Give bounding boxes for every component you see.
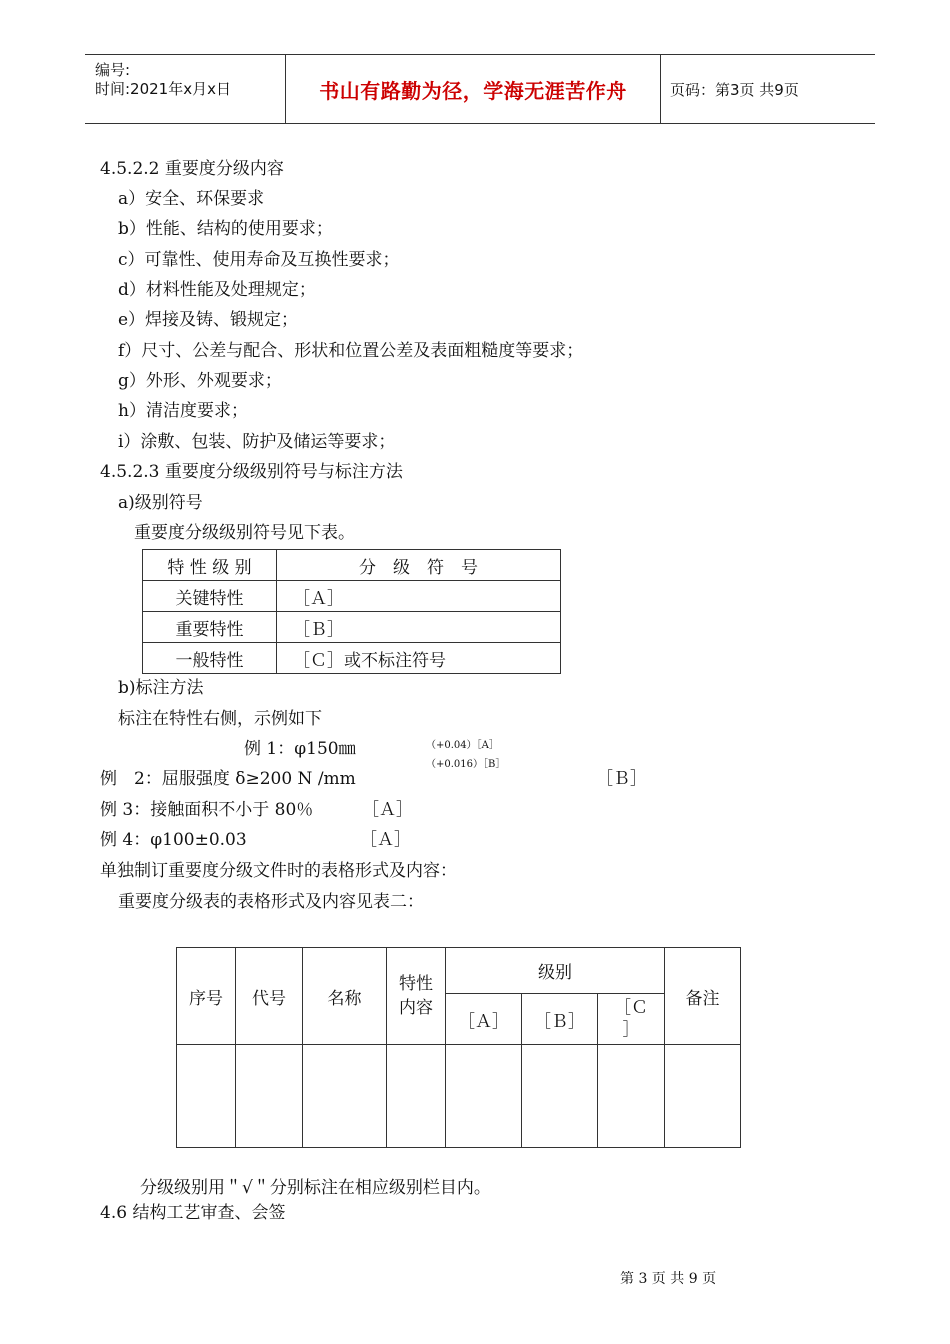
list-item: c）可靠性、使用寿命及互换性要求；: [118, 250, 400, 270]
table-cell: [522, 1045, 598, 1148]
footnote-text: 分级级别用＂√＂分别标注在相应级别栏目内。: [140, 1178, 491, 1198]
sub-b-text: 标注在特性右侧，示例如下: [118, 709, 322, 729]
header-motto-cell: [285, 55, 661, 123]
table-cell: ［Ｃ］或不标注符号: [277, 643, 561, 674]
header-level-c-line2: ］: [622, 1020, 640, 1040]
header-right-cell: [660, 55, 875, 123]
header-characteristic: [387, 948, 446, 1045]
example-2: 例 2：屈服强度 δ≥200 N /mm: [100, 769, 356, 789]
table-cell: 关键特性: [143, 581, 277, 612]
section-4523-title: 4.5.2.3 重要度分级级别符号与标注方法: [100, 462, 403, 482]
header-name: 名称: [303, 948, 387, 1045]
list-item: d）材料性能及处理规定；: [118, 280, 316, 300]
table-cell: 一般特性: [143, 643, 277, 674]
header-left-cell: [85, 55, 285, 123]
header-level-a: ［Ａ］: [446, 994, 522, 1045]
level-symbol-table: [142, 549, 561, 674]
table-cell: [665, 1045, 741, 1148]
table-row: [177, 1045, 741, 1148]
example-3: 例 3：接触面积不小于 80％: [100, 800, 314, 820]
separate-doc-text: 单独制订重要度分级文件时的表格形式及内容：: [100, 861, 457, 881]
header-motto: 书山有路勤为径，学海无涯苦作舟: [319, 78, 627, 103]
section-46-title: 4.6 结构工艺审查、会签: [100, 1203, 286, 1223]
example-1-tolerance-upper: （+0.04）［A］: [426, 740, 499, 751]
example-1-tolerance-lower: （+0.016）［B］: [426, 759, 506, 770]
list-item: h）清洁度要求；: [118, 401, 248, 421]
list-item: g）外形、外观要求；: [118, 371, 282, 391]
list-item: i）涂敷、包装、防护及储运等要求；: [118, 432, 396, 452]
table-cell: [177, 1045, 236, 1148]
table-header-row: [143, 550, 561, 581]
example-4-mark: ［Ａ］: [360, 830, 411, 850]
header-level: 级别: [446, 948, 665, 994]
list-item: a）安全、环保要求: [118, 189, 265, 209]
table-cell: [446, 1045, 522, 1148]
header-level-c: [598, 994, 665, 1045]
header-level-c-line1: ［Ｃ: [614, 998, 648, 1018]
table-cell: ［Ａ］: [277, 581, 561, 612]
grading-form-table: [176, 947, 741, 1148]
sub-a-text: 重要度分级级别符号见下表。: [134, 523, 355, 543]
list-item: e）焊接及铸、锻规定；: [118, 310, 299, 330]
header-characteristic-line1: 特性: [399, 974, 433, 994]
section-4522-title: 4.5.2.2 重要度分级内容: [100, 159, 284, 179]
table-row: [143, 612, 561, 643]
table-header-cell: 特 性 级 别: [143, 550, 277, 581]
table-header-row: [177, 948, 741, 994]
table-cell: ［Ｂ］: [277, 612, 561, 643]
header-code: 代号: [236, 948, 303, 1045]
page-header: [85, 54, 875, 124]
table-cell: [236, 1045, 303, 1148]
doc-number-label: 编号:: [95, 61, 131, 79]
table-cell: [387, 1045, 446, 1148]
table-row: [143, 581, 561, 612]
page-number-label: 页码：第3页 共9页: [670, 80, 799, 99]
table-cell: [598, 1045, 665, 1148]
list-item: f）尺寸、公差与配合、形状和位置公差及表面粗糙度等要求；: [118, 341, 584, 361]
header-remark: 备注: [665, 948, 741, 1045]
table-header-cell: 分 级 符 号: [277, 550, 561, 581]
list-item: b）性能、结构的使用要求；: [118, 219, 333, 239]
example-1: 例 1：φ150㎜: [244, 739, 356, 759]
header-no: 序号: [177, 948, 236, 1045]
table-cell: [303, 1045, 387, 1148]
example-4: 例 4：φ100±0.03: [100, 830, 247, 850]
table-row: [143, 643, 561, 674]
table2-intro-text: 重要度分级表的表格形式及内容见表二：: [118, 892, 424, 912]
header-characteristic-line2: 内容: [399, 998, 433, 1018]
example-2-mark: ［Ｂ］: [596, 769, 647, 789]
table-cell: 重要特性: [143, 612, 277, 643]
time-label: 时间:2021年x月x日: [95, 80, 231, 98]
example-3-mark: ［Ａ］: [362, 800, 413, 820]
sub-heading-b: b)标注方法: [118, 678, 204, 698]
sub-heading-a: a)级别符号: [118, 493, 203, 513]
page-footer: 第 3 页 共 9 页: [620, 1271, 717, 1287]
header-level-b: ［Ｂ］: [522, 994, 598, 1045]
